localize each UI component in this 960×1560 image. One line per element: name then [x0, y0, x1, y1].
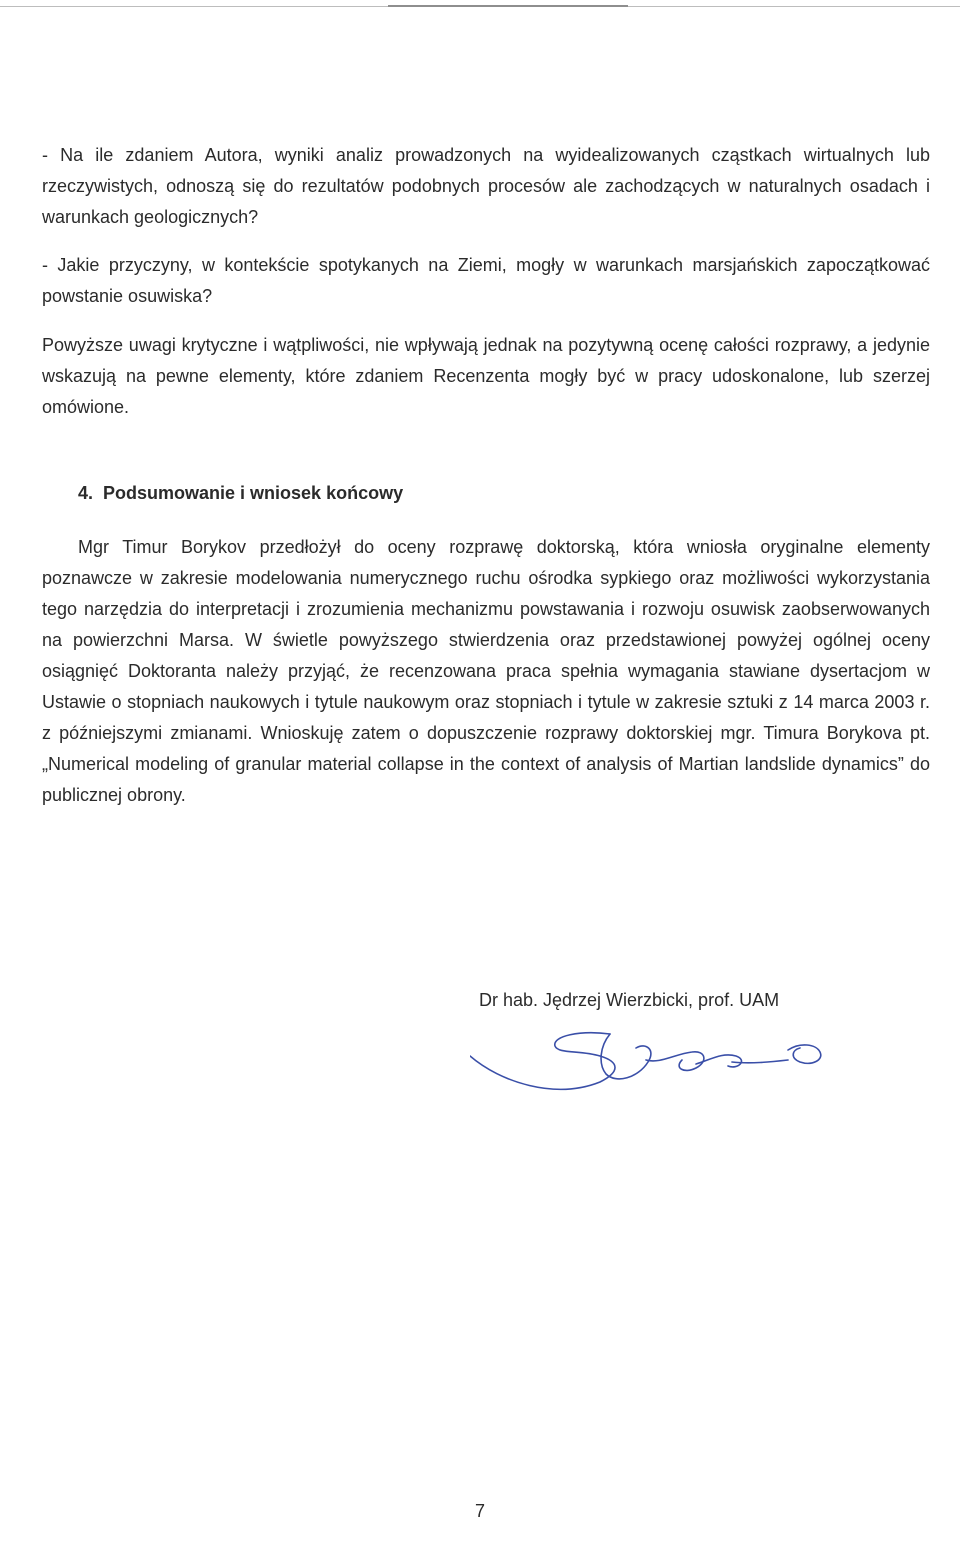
section-heading	[78, 478, 930, 509]
scan-edge-mark	[388, 5, 628, 7]
signature-name: Dr hab. Jędrzej Wierzbicki, prof. UAM	[479, 990, 780, 1010]
summary-paragraph: Mgr Timur Borykov przedłożył do oceny rozprawę doktorską, która wniosła oryginalne elementy poznawcze w zakresie modelowania numerycznego ruchu ośrodka sypkiego oraz możliwości wykorzystania tego narzędzia do interpretacji i zrozumienia mechanizmu powstawania i rozwoju osuwisk zaobserwowanych na powierzchni Marsa. W świetle powyższego stwierdzenia oraz przedstawionej powyżej ogólnej oceny osiągnięć Doktoranta należy przyjąć, że recenzowana praca spełnia wymagania stawiane dysertacjom w Ustawie o stopniach naukowych i tytule naukowym oraz stopniach i tytule w zakresie sztuki z 14 marca 2003 r. z późniejszymi zmianami. Wnioskuję zatem o dopuszczenie rozprawy doktorskiej mgr. Timura Borykova pt. „Numerical modeling of granular material collapse in the context of analysis of Martian landslide dynamics” do publicznej obrony.	[42, 537, 930, 805]
remarks-paragraph: Powyższe uwagi krytyczne i wątpliwości, nie wpływają jednak na pozytywną ocenę całości rozprawy, a jedynie wskazują na pewne elementy, które zdaniem Recenzenta mogły być w pracy udoskonalone, lub szerzej omówione.	[42, 335, 930, 417]
section-title: Podsumowanie i wniosek końcowy	[103, 483, 404, 503]
signature-block	[479, 985, 899, 1016]
page-number: 7	[474, 1501, 485, 1521]
section-number: 4.	[78, 483, 94, 503]
handwritten-signature-icon	[470, 1022, 830, 1112]
question-1: - Na ile zdaniem Autora, wyniki analiz prowadzonych na wyidealizowanych cząstkach wirtualnych lub rzeczywistych, odnoszą się do rezultatów podobnych procesów ale zachodzących w naturalnych osadach i warunkach geologicznych?	[42, 145, 930, 227]
question-2: - Jakie przyczyny, w kontekście spotykanych na Ziemi, mogły w warunkach marsjańskich zapoczątkować powstanie osuwiska?	[42, 255, 930, 306]
document-body	[42, 140, 930, 811]
